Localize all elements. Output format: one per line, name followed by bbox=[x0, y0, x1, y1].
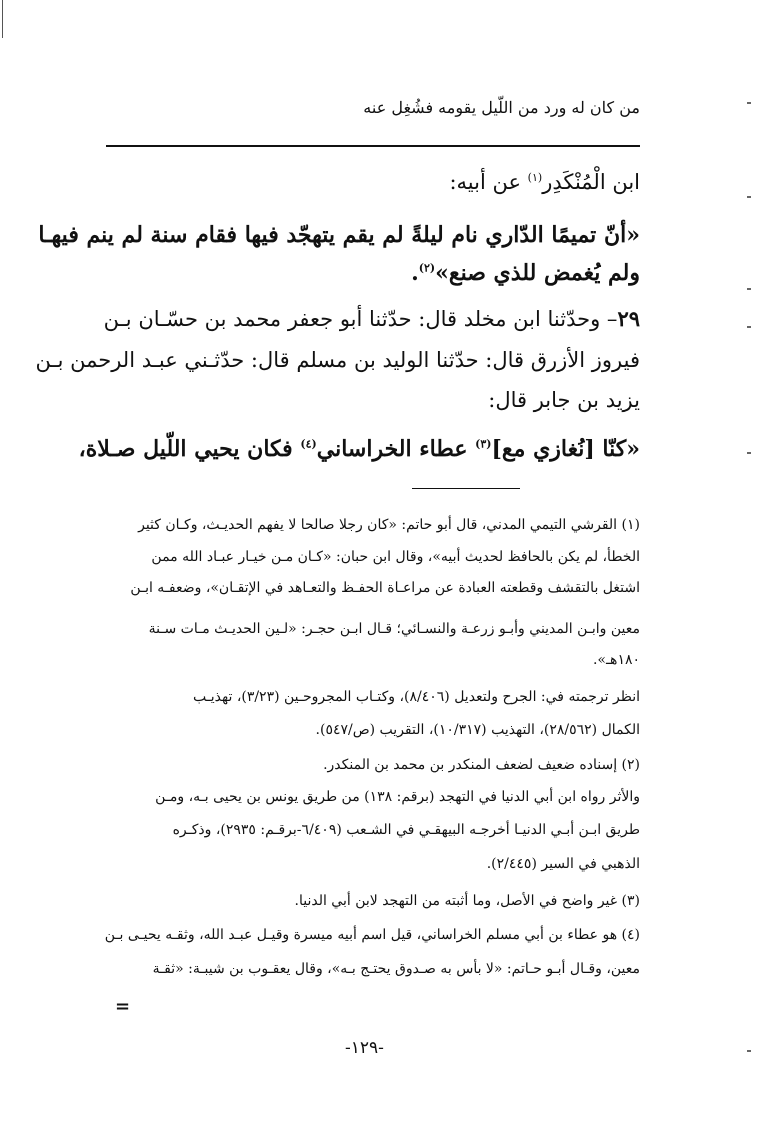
footnote-line: اشتغل بالتقشف وقطعته العبادة عن مراعـاة الحفـظ والتعـاهد في الإتقـان»، وضعفـه ابـن bbox=[130, 580, 640, 596]
footnote-line: انظر ترجمته في: الجرح ولتعديل (٨/٤٠٦)، وكتـاب المجروحـين (٣/٢٣)، تهذيـب bbox=[192, 689, 640, 705]
footnote-ref-1[interactable]: (١) bbox=[527, 171, 543, 184]
footnote-line: (١) القرشي التيمي المدني، قال أبو حاتم: «كان رجلا صالحا لا يفهم الحديـث، وكـان كثير bbox=[138, 517, 640, 533]
footnote-line: الكمال (٢٨/٥٦٢)، التهذيب (١٠/٣١٧)، التقريب (ص/٥٤٧). bbox=[315, 722, 640, 738]
scan-mark bbox=[747, 452, 751, 454]
footnote-line: (٢) إسناده ضعيف لضعف المنكدر بن محمد بن المنكدر. bbox=[323, 757, 640, 773]
footnote-ref-2[interactable]: (٢) bbox=[418, 261, 436, 275]
footnote-line: والأثر رواه ابن أبي الدنيا في التهجد (برقم: ١٣٨) من طريق يونس بن يحيى بـه، ومـن bbox=[155, 789, 640, 805]
scan-edge-line bbox=[2, 0, 3, 38]
footnote-separator bbox=[412, 488, 520, 489]
footnote-line: معين، وقـال أبـو حـاتم: «لا بأس به صـدوق يحتـج بـه»، وقال يعقـوب بن شيبـة: «ثقـة bbox=[152, 961, 640, 977]
page-number: -١٢٩- bbox=[345, 1038, 384, 1058]
footnote-line: (٣) غير واضح في الأصل، وما أثبته من التهجد لابن أبي الدنيا. bbox=[294, 893, 640, 909]
footnote-line: الذهبي في السير (٢/٤٤٥). bbox=[486, 856, 640, 872]
quote-line-3: «كنّا [نُغازي مع]$^{(٣)}$ عطاء الخراساني$^{(٤)}$ فكان يحيي اللّيل صـلاة، bbox=[78, 436, 640, 462]
footnote-line: (٤) هو عطاء بن أبي مسلم الخراساني، قيل اسم أبيه ميسرة وقيـل عبـد الله، وثقـه يحيـى بـن bbox=[104, 927, 640, 943]
scan-mark bbox=[747, 196, 751, 198]
quote-line-2: ولم يُغمض للذي صنع»$^{(٢)}$. bbox=[411, 260, 640, 286]
header-rule bbox=[106, 145, 640, 147]
footnote-ref-4[interactable]: (٤) bbox=[300, 437, 317, 451]
narration-line-3: يزيد بن جابر قال: bbox=[488, 388, 640, 412]
footnote-line: معين وابـن المديني وأبـو زرعـة والنسـائي؛ قـال ابـن حجـر: «لـين الحديـث مـات سـنة bbox=[148, 621, 640, 637]
scan-mark bbox=[747, 1050, 751, 1052]
running-header: من كان له ورد من اللّيل يقومه فشُغِل عنه bbox=[363, 98, 640, 117]
quote-line-1: «أنّ تميمًا الدّاري نام ليلةً لم يقم يتهجّد فيها فقام سنة لم ينم فيهـا bbox=[38, 222, 640, 248]
scan-mark bbox=[747, 102, 751, 104]
narration-line-2: فيروز الأزرق قال: حدّثنا الوليد بن مسلم قال: حدّثـني عبـد الرحمن بـن bbox=[35, 348, 640, 372]
footnote-line: الخطأ، لم يكن بالحافظ لحديث أبيه»، وقال ابن حبان: «كـان مـن خيـار عبـاد الله ممن bbox=[151, 549, 640, 565]
continuation-mark: = bbox=[115, 996, 131, 1017]
narration-line-1: ٢٩– وحدّثنا ابن مخلد قال: حدّثنا أبو جعفر محمد بن حسّـان بـن bbox=[103, 306, 640, 331]
footnote-line: طريق ابـن أبـي الدنيـا أخرجـه البيهقـي في الشـعب (٦/٤٠٩-برقـم: ٢٩٣٥)، وذكـره bbox=[172, 822, 640, 838]
hadith-number: ٢٩ bbox=[617, 306, 640, 331]
body-line-1: ابن الْمُنْكَدِر$^{(١)}$ عن أبيه: bbox=[449, 170, 640, 194]
scan-mark bbox=[747, 326, 751, 328]
footnote-line: ١٨٠هـ». bbox=[592, 652, 640, 668]
scan-mark bbox=[747, 288, 751, 290]
footnote-ref-3[interactable]: (٣) bbox=[475, 437, 492, 451]
